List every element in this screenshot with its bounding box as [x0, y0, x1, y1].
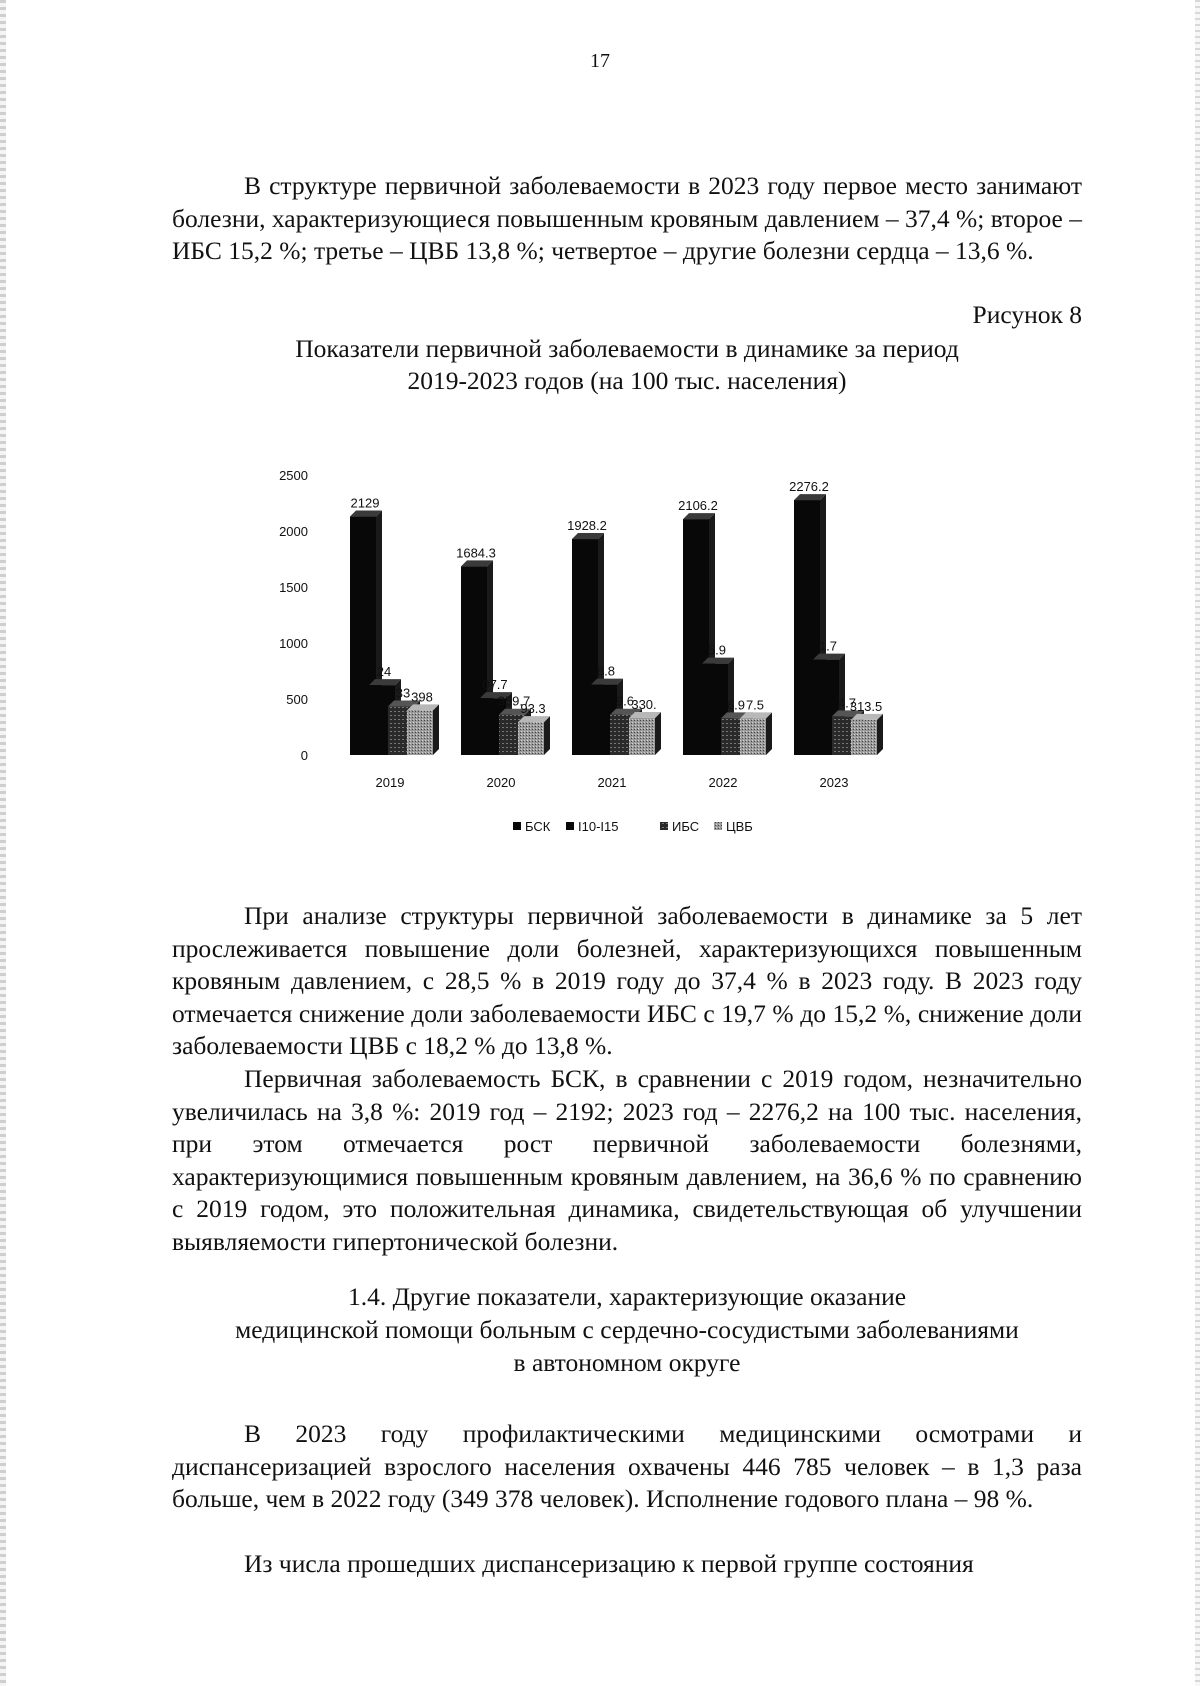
data-label: 07.7 [482, 677, 508, 693]
bar-side [433, 704, 439, 755]
bar [851, 720, 877, 755]
data-label: 2106.2 [678, 498, 718, 514]
legend-swatch [660, 822, 668, 830]
section-heading-line-3: в автономном округе [513, 1348, 741, 1377]
y-axis [279, 468, 308, 763]
section-heading-line-2: медицинской помощи больным с сердечно-сосудистыми заболеваниями [235, 1315, 1019, 1344]
bar-side [544, 716, 550, 755]
data-label: 24 [376, 664, 392, 680]
bar [518, 722, 544, 755]
paragraph-structure-analysis: При анализе структуры первичной заболеваемости в динамике за 5 лет прослеживается повышение доли болезней, характеризующихся повышенным кровяным давлением, с 28,5 % в 2019 году до 37,4 % в 2023 году. В 2023 году отмечается снижение доли заболеваемости ИБС с 19,7 % до 15,2 %, снижение доли заболеваемости ЦВБ с 18,2 % до 13,8 %. [172, 901, 1082, 1060]
legend-swatch [714, 822, 722, 830]
bar-side [766, 712, 772, 755]
data-label: 8.8 [596, 663, 616, 679]
bar-side [877, 714, 883, 755]
y-tick-label: 500 [286, 692, 308, 707]
data-label: 6.9 [726, 697, 746, 713]
incidence-bar-chart [270, 455, 970, 855]
bar [740, 718, 766, 755]
legend-label: ЦВБ [726, 819, 753, 834]
x-tick-label: 2022 [708, 775, 738, 790]
data-label: 5.9 [707, 642, 727, 658]
legend-label: БСК [525, 819, 551, 834]
paragraph-first-health-group: Из числа прошедших диспансеризацию к первой группе состояния [244, 1549, 974, 1578]
y-tick-label: 1500 [279, 580, 308, 595]
y-tick-label: 1000 [279, 636, 308, 651]
x-tick-label: 2023 [819, 775, 849, 790]
section-heading-1-4 [172, 1280, 1082, 1379]
data-label: 313.5 [849, 698, 883, 714]
x-tick-label: 2019 [375, 775, 405, 790]
legend-label: I10-I15 [578, 819, 619, 834]
figure-title [172, 333, 1082, 397]
bar-side [655, 712, 661, 755]
y-tick-label: 0 [300, 748, 308, 763]
legend-swatch [566, 822, 574, 830]
data-label: 9.6 [615, 693, 635, 709]
data-label: 2276.2 [789, 479, 829, 495]
data-label: 2129 [350, 495, 380, 511]
chart-legend [513, 819, 753, 834]
data-label: 359.7 [497, 693, 531, 709]
data-label: 1684.3 [456, 545, 496, 561]
data-label: 1928.2 [567, 518, 607, 534]
x-axis [376, 775, 849, 790]
paragraph-primary-incidence: Первичная заболеваемость БСК, в сравнении с 2019 годом, незначительно увеличилась на 3,8 %: 2019 год – 2192; 2023 год – 2276,2 на 100 тыс. населения, при этом отмечается рост первичной заболеваемости болезнями, характеризующимися повышенным кровяным давлением, на 36,6 % по сравнению с 2019 годом, это положительная динамика, свидетельствующая об улучшении выявляемости гипертонической болезни. [172, 1064, 1082, 1256]
figure-label: Рисунок 8 [972, 300, 1082, 329]
section-heading-line-1: 1.4. Другие показатели, характеризующие оказание [347, 1282, 907, 1311]
data-label: 93.3 [520, 701, 546, 717]
x-tick-label: 2020 [486, 775, 516, 790]
data-label: 330. [631, 697, 657, 713]
scan-edge-left [0, 0, 6, 1686]
legend-swatch [513, 822, 521, 830]
data-label: 4.7 [837, 695, 857, 711]
legend-label: ИБС [672, 819, 700, 834]
bar [629, 718, 655, 755]
figure-title-line-2: 2019-2023 годов (на 100 тыс. населения) [407, 366, 847, 395]
page-number: 17 [590, 50, 610, 72]
bars-group [350, 494, 883, 755]
figure-title-line-1: Показатели первичной заболеваемости в динамике за период [295, 334, 959, 363]
y-tick-label: 2000 [279, 524, 308, 539]
data-label: 7.5 [745, 697, 765, 713]
data-label: 398 [411, 689, 433, 705]
data-label: 33 [395, 685, 411, 701]
scan-edge-right [1195, 0, 1200, 1686]
paragraph-structure-2023: В структуре первичной заболеваемости в 2023 году первое место занимают болезни, характеризующиеся повышенным кровяным давлением – 37,4 %; второе – ИБС 15,2 %; третье – ЦВБ 13,8 %; четвертое – другие болезни сердца – 13,6 %. [172, 171, 1082, 265]
x-tick-label: 2021 [597, 775, 627, 790]
y-tick-label: 2500 [279, 468, 308, 483]
data-label: 1.7 [818, 638, 838, 654]
bar [407, 710, 433, 755]
paragraph-medical-checkups: В 2023 году профилактическими медицинскими осмотрами и диспансеризацией взрослого населения охвачены 446 785 человек – в 1,3 раза больше, чем в 2022 году (349 378 человек). Исполнение годового плана – 98 %. [172, 1419, 1082, 1513]
